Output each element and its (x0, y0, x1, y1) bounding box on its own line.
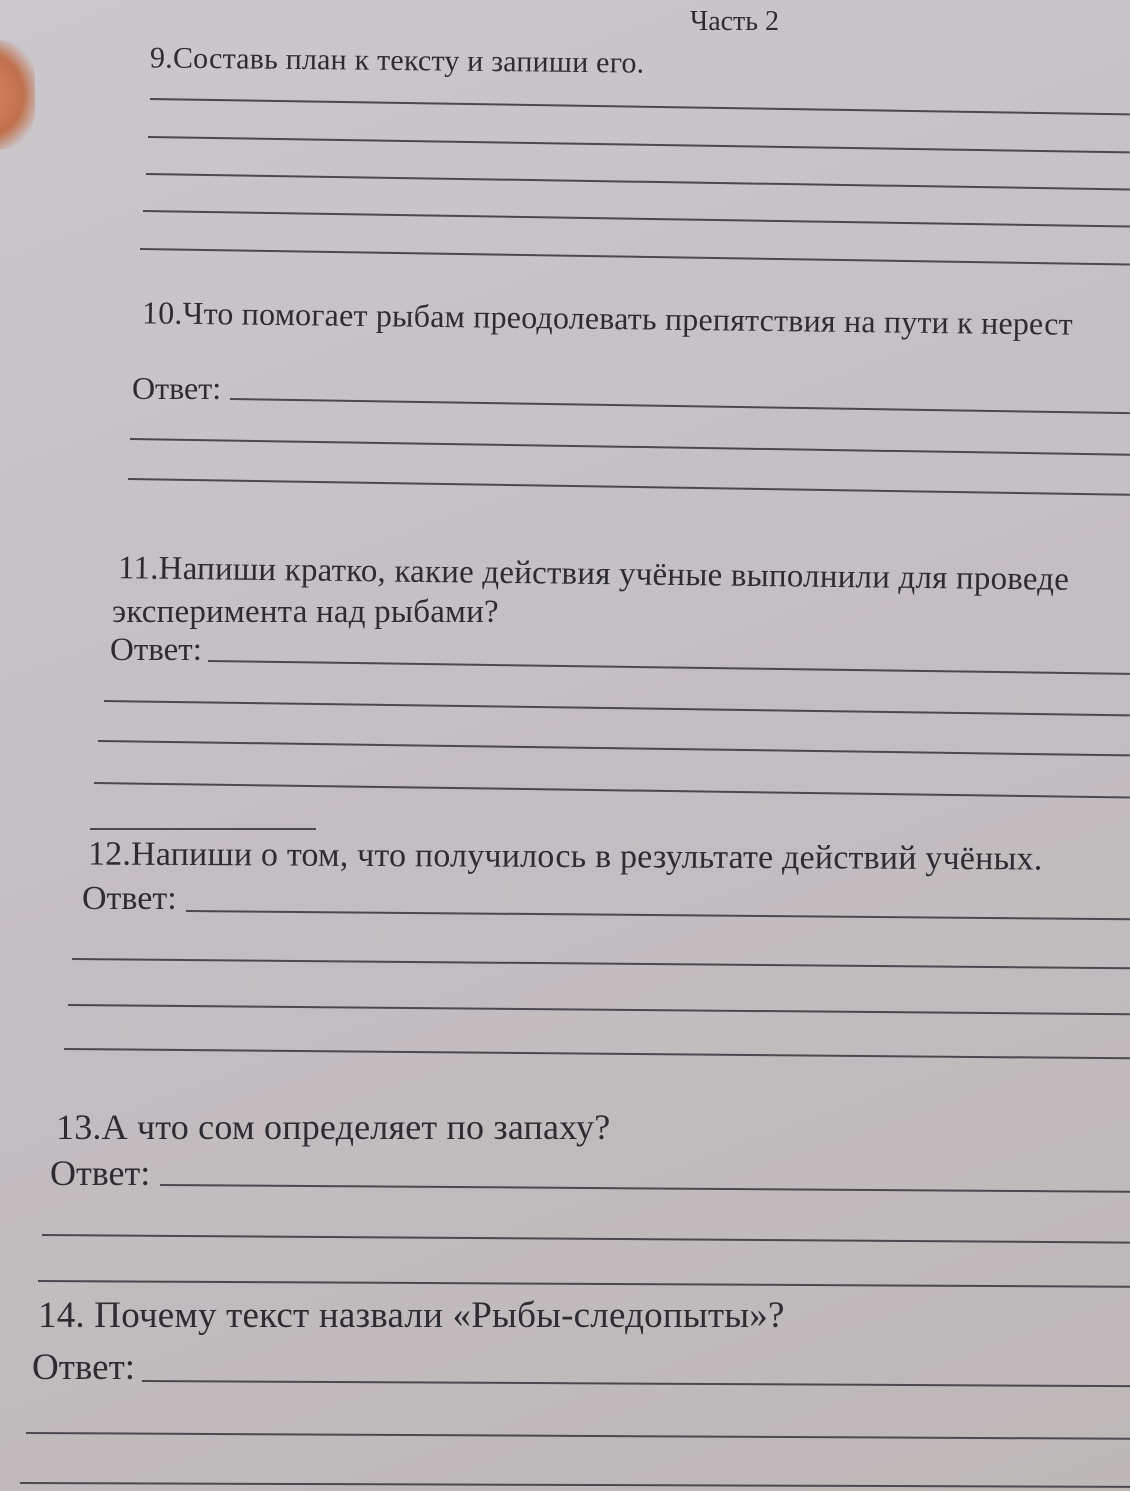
finger-shadow (0, 40, 35, 150)
question-9: 9.Составь план к тексту и запиши его. (149, 41, 645, 80)
answer-line[interactable] (208, 660, 1130, 675)
answer-line[interactable] (142, 1380, 1130, 1387)
question-14: 14. Почему текст назвали «Рыбы-следопыты»? (38, 1295, 785, 1336)
answer-line[interactable] (143, 210, 1130, 228)
answer-line[interactable] (140, 248, 1130, 266)
answer-line[interactable] (150, 98, 1130, 115)
answer-label: Ответ: (82, 880, 177, 917)
answer-line[interactable] (130, 438, 1130, 456)
answer-line[interactable] (98, 740, 1130, 756)
answer-line[interactable] (146, 173, 1130, 190)
answer-label: Ответ: (50, 1153, 151, 1193)
answer-line[interactable] (230, 398, 1130, 414)
answer-line[interactable] (26, 1432, 1130, 1440)
answer-line[interactable] (160, 1184, 1130, 1193)
answer-line[interactable] (148, 136, 1130, 153)
answer-line[interactable] (64, 1048, 1130, 1059)
answer-label: Ответ: (132, 370, 222, 406)
answer-line[interactable] (68, 1004, 1130, 1015)
answer-line[interactable] (94, 782, 1130, 798)
answer-line[interactable] (42, 1234, 1130, 1244)
answer-label: Ответ: (110, 632, 202, 668)
answer-line[interactable] (20, 1482, 1130, 1488)
answer-line[interactable] (186, 910, 1130, 920)
answer-line[interactable] (128, 478, 1130, 496)
question-11-line-2: эксперимента над рыбами? (112, 594, 499, 630)
question-12: 12.Напиши о том, что получилось в результате действий учёных. (87, 835, 1043, 878)
question-10: 10.Что помогает рыбам преодолевать препятствия на пути к нерест (141, 294, 1074, 342)
question-13: 13.А что сом определяет по запаху? (56, 1107, 611, 1147)
answer-line[interactable] (104, 700, 1130, 716)
page-title: Часть 2 (690, 6, 780, 37)
answer-line-short[interactable] (90, 828, 316, 830)
question-11: 11.Напиши кратко, какие действия учёные выполнили для проведе (117, 550, 1070, 598)
answer-label: Ответ: (32, 1347, 136, 1388)
answer-line[interactable] (72, 958, 1130, 969)
answer-line[interactable] (38, 1280, 1130, 1288)
